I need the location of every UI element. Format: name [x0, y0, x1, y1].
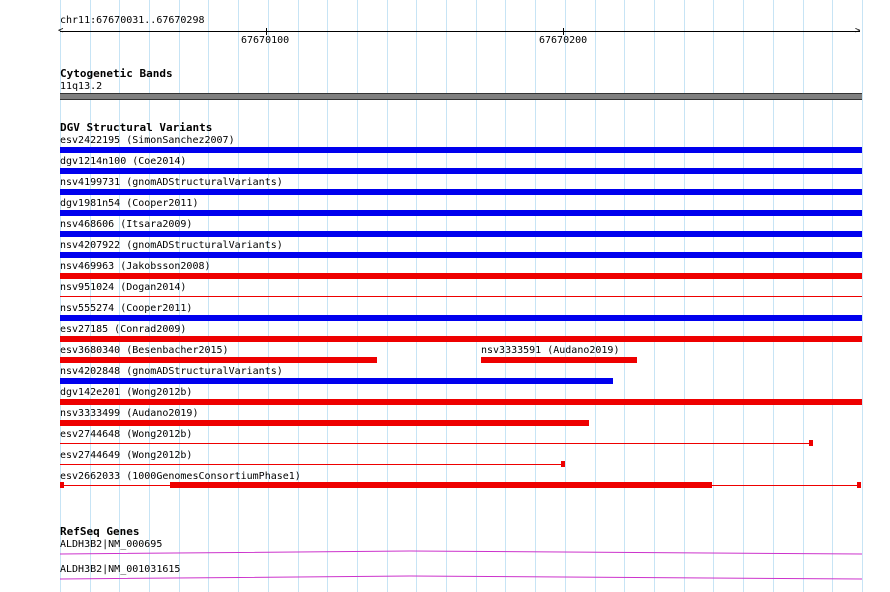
feature-label: nsv468606 (Itsara2009): [60, 219, 193, 230]
feature-label: dgv1214n100 (Coe2014): [60, 156, 187, 167]
feature-label: nsv951024 (Dogan2014): [60, 282, 187, 293]
feature-label: dgv142e201 (Wong2012b): [60, 387, 193, 398]
feature-bar[interactable]: [60, 420, 589, 426]
track-title-refseq: RefSeq Genes: [60, 525, 140, 538]
feature-label: nsv4202848 (gnomADStructuralVariants): [60, 366, 283, 377]
feature-bar[interactable]: [60, 189, 862, 195]
gene-intron-line[interactable]: [60, 576, 862, 579]
feature-line[interactable]: [60, 443, 811, 444]
feature-bar[interactable]: [60, 357, 377, 363]
feature-bar[interactable]: [60, 231, 862, 237]
scroll-left-arrow-icon[interactable]: <: [58, 26, 64, 36]
feature-endcap[interactable]: [561, 461, 565, 467]
feature-endcap[interactable]: [857, 482, 861, 488]
feature-bar[interactable]: [60, 252, 862, 258]
feature-label: esv2744649 (Wong2012b): [60, 450, 193, 461]
feature-bar[interactable]: [60, 399, 862, 405]
feature-endcap[interactable]: [809, 440, 813, 446]
track-title-cytobands: Cytogenetic Bands: [60, 67, 173, 80]
feature-label: nsv4207922 (gnomADStructuralVariants): [60, 240, 283, 251]
feature-bar[interactable]: [481, 357, 637, 363]
feature-label: nsv469963 (Jakobsson2008): [60, 261, 211, 272]
feature-label: nsv3333591 (Audano2019): [481, 345, 620, 356]
feature-label: nsv555274 (Cooper2011): [60, 303, 193, 314]
feature-bar[interactable]: [60, 147, 862, 153]
feature-bar[interactable]: [60, 210, 862, 216]
ruler-tick: [563, 28, 564, 35]
scroll-right-arrow-icon[interactable]: >: [855, 26, 861, 36]
feature-bar[interactable]: [60, 336, 862, 342]
cytoband-label: 11q13.2: [60, 81, 103, 92]
feature-label: esv27185 (Conrad2009): [60, 324, 187, 335]
location-label: chr11:67670031..67670298: [60, 15, 205, 26]
feature-label: esv3680340 (Besenbacher2015): [60, 345, 229, 356]
feature-label: nsv3333499 (Audano2019): [60, 408, 199, 419]
feature-bar[interactable]: [60, 168, 862, 174]
gene-intron-line[interactable]: [60, 551, 862, 554]
feature-line[interactable]: [60, 296, 862, 297]
gene-label: ALDH3B2|NM_000695: [60, 539, 163, 550]
ruler-tick: [266, 28, 267, 35]
feature-bar[interactable]: [60, 315, 862, 321]
feature-bar[interactable]: [170, 482, 712, 488]
feature-endcap[interactable]: [60, 482, 64, 488]
feature-bar[interactable]: [60, 273, 862, 279]
track-title-dgv: DGV Structural Variants: [60, 121, 213, 134]
feature-label: dgv1981n54 (Cooper2011): [60, 198, 199, 209]
feature-label: esv2744648 (Wong2012b): [60, 429, 193, 440]
feature-line[interactable]: [60, 464, 563, 465]
feature-label: esv2662033 (1000GenomesConsortiumPhase1): [60, 471, 301, 482]
ruler-tick-label: 67670200: [539, 35, 588, 46]
gene-label: ALDH3B2|NM_001031615: [60, 564, 181, 575]
ruler-tick-label: 67670100: [241, 35, 290, 46]
feature-bar[interactable]: [60, 378, 613, 384]
feature-label: esv2422195 (SimonSanchez2007): [60, 135, 235, 146]
ruler[interactable]: [0, 0, 890, 60]
feature-label: nsv4199731 (gnomADStructuralVariants): [60, 177, 283, 188]
ruler-axis-line: [60, 31, 860, 32]
cytoband-bar[interactable]: [60, 93, 862, 100]
